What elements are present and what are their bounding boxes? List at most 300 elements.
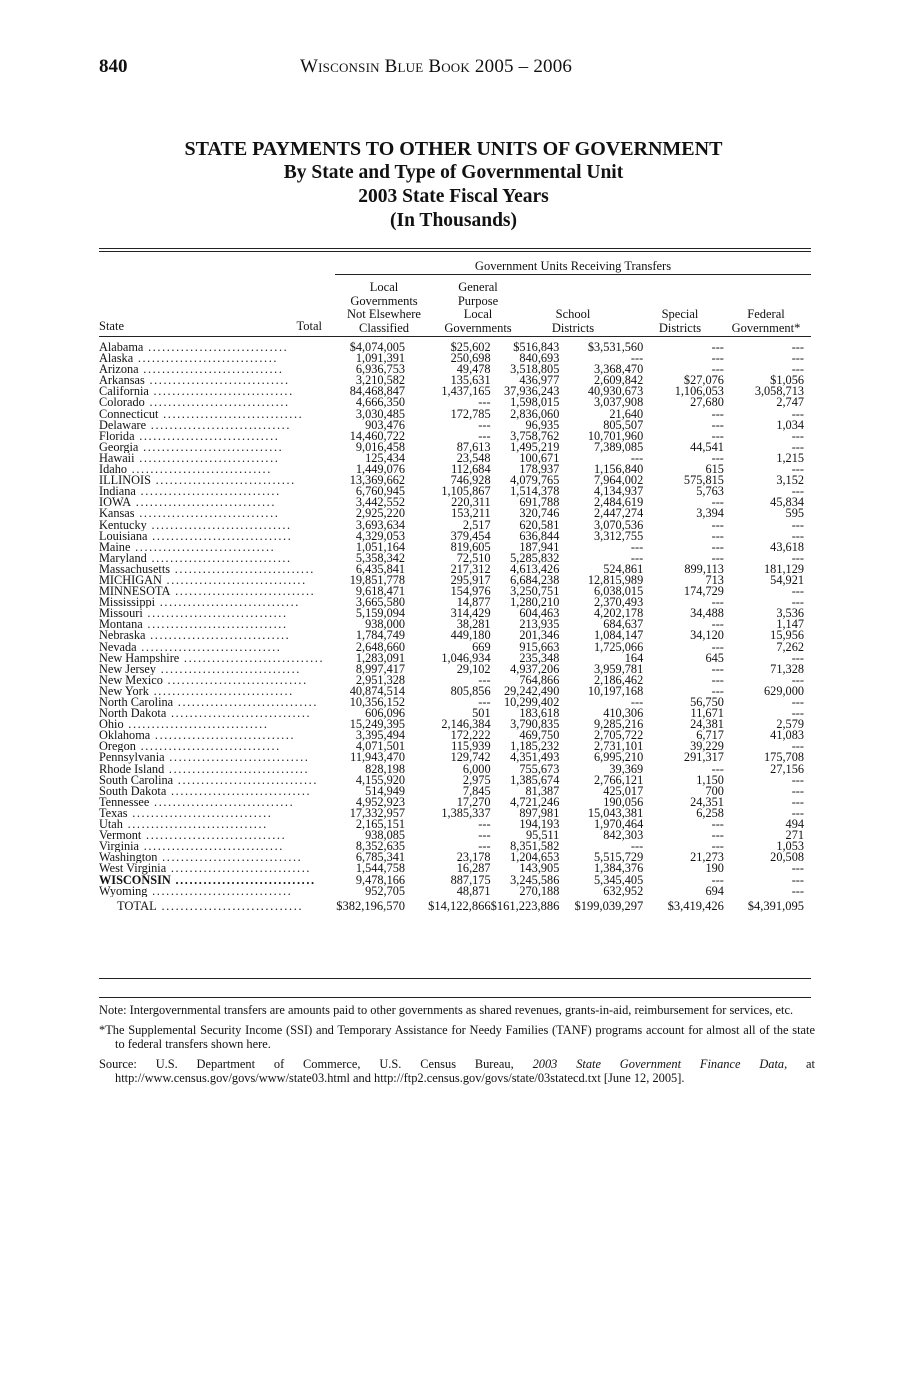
school-cell: 21,640 — [609, 406, 644, 421]
dot-leader: .............................. — [135, 741, 281, 753]
state-name: Indiana — [99, 486, 136, 498]
dot-leader: .............................. — [179, 652, 325, 664]
state-name-cell — [99, 564, 324, 575]
top-rule — [99, 248, 811, 249]
school-cell: --- — [630, 351, 644, 366]
local-cell: 87,613 — [456, 439, 491, 454]
dot-leader: .............................. — [158, 408, 304, 420]
state-name: Rhode Island — [99, 763, 165, 775]
special-cell: --- — [711, 661, 724, 676]
local-cell: 23,178 — [456, 850, 491, 865]
school-cell: 5,515,729 — [594, 850, 644, 865]
state-name: WISCONSIN — [99, 874, 171, 886]
school-cell: 3,368,470 — [594, 362, 644, 377]
school-cell: --- — [630, 550, 644, 565]
school-cell: 805,507 — [603, 417, 644, 432]
general-cell: 636,844 — [519, 528, 560, 543]
total-cell: 3,693,634 — [355, 517, 406, 532]
local-cell: 112,684 — [451, 462, 491, 477]
general-cell: 95,511 — [525, 828, 560, 843]
state-name-cell — [99, 863, 324, 874]
state-name: Nevada — [99, 641, 137, 653]
special-cell: --- — [711, 672, 724, 687]
general-cell: 915,663 — [519, 639, 560, 654]
total-cell: 10,356,152 — [349, 695, 406, 709]
total-cell: 938,085 — [365, 828, 406, 843]
local-cell: 805,856 — [450, 683, 491, 698]
federal-cell: 1,053 — [776, 839, 804, 854]
dot-leader: .............................. — [122, 819, 268, 831]
general-cell: 6,684,238 — [510, 572, 560, 587]
special-cell: 1,150 — [696, 772, 724, 787]
school-cell: $3,531,560 — [587, 340, 644, 354]
special-cell: --- — [711, 340, 724, 354]
local-cell: 379,454 — [450, 528, 491, 543]
state-name: Maine — [99, 541, 131, 553]
general-cell: 2,836,060 — [510, 406, 560, 421]
federal-cell: --- — [791, 783, 804, 798]
state-name-cell — [99, 630, 324, 641]
school-cell: 10,197,168 — [587, 683, 644, 698]
school-cell: 2,447,274 — [594, 506, 644, 521]
total-cell: 1,091,391 — [355, 351, 406, 366]
general-cell: 620,581 — [519, 517, 560, 532]
state-name-cell — [99, 531, 324, 542]
dot-leader: .............................. — [144, 397, 290, 409]
special-cell: --- — [711, 539, 724, 554]
federal-cell: 629,000 — [764, 683, 804, 698]
state-name: Tennessee — [99, 796, 150, 808]
total-cell: 84,468,847 — [349, 384, 406, 399]
total-cell: 903,476 — [365, 417, 406, 432]
school-cell: 12,815,989 — [587, 572, 644, 587]
dot-leader: .............................. — [127, 464, 272, 476]
federal-cell: --- — [791, 595, 804, 610]
local-cell: 314,429 — [450, 606, 491, 621]
total-cell: $382,196,570 — [336, 898, 406, 913]
dot-leader: .............................. — [134, 508, 280, 520]
local-cell: 746,928 — [450, 473, 491, 488]
school-cell: 3,959,781 — [594, 661, 644, 676]
table-row — [99, 830, 811, 841]
state-name-cell — [99, 397, 324, 408]
source-text: Source: U.S. Department of Commerce, U.S. Census Bureau, 2003 State Government Finance Data, at http://www.census.gov/govs/www/state03.html and http://ftp2.census.gov/govs/state/03statecd.txt [June 12, 2005]. — [99, 1057, 816, 1085]
school-cell: 1,156,840 — [594, 462, 644, 477]
general-cell: 29,242,490 — [504, 683, 560, 698]
federal-cell: 43,618 — [770, 539, 804, 554]
total-cell: 6,760,945 — [355, 484, 406, 499]
dot-leader: .............................. — [138, 364, 284, 376]
school-cell: 15,043,381 — [587, 805, 644, 820]
special-cell: 27,680 — [690, 395, 724, 410]
special-cell: 190 — [705, 861, 724, 876]
total-cell: 2,951,328 — [355, 672, 406, 687]
state-name: Nebraska — [99, 630, 146, 642]
school-cell: 2,609,842 — [594, 373, 644, 388]
total-cell: 3,442,552 — [355, 495, 406, 510]
general-cell: 1,185,232 — [510, 739, 560, 754]
state-name-cell — [99, 764, 324, 775]
school-cell: 7,389,085 — [594, 439, 644, 454]
total-row — [99, 897, 811, 912]
general-cell: 4,937,206 — [510, 661, 560, 676]
federal-cell: --- — [791, 484, 804, 499]
school-cell: 39,369 — [609, 761, 644, 776]
local-cell: --- — [478, 695, 491, 709]
special-cell: $3,419,426 — [667, 898, 724, 913]
total-cell: 952,705 — [365, 883, 406, 898]
state-name: New Mexico — [99, 674, 163, 686]
state-name-cell — [99, 741, 324, 752]
state-name: Colorado — [99, 397, 145, 409]
local-cell: 819,605 — [450, 539, 491, 554]
federal-cell: 494 — [785, 817, 804, 832]
total-cell: 3,030,485 — [355, 406, 406, 421]
local-cell: 501 — [472, 706, 491, 721]
federal-cell: --- — [791, 351, 804, 366]
state-name: Connecticut — [99, 408, 159, 420]
dot-leader: .............................. — [173, 697, 319, 709]
local-cell: 115,939 — [451, 739, 491, 754]
state-name: Massachusetts — [99, 563, 171, 575]
table-row — [99, 886, 811, 897]
special-cell: --- — [711, 495, 724, 510]
state-name-cell — [99, 597, 324, 608]
state-name: Washington — [99, 852, 158, 864]
school-cell: 2,484,619 — [594, 495, 644, 510]
dot-leader: .............................. — [147, 885, 293, 897]
state-name: South Carolina — [99, 774, 174, 786]
state-name: Missouri — [99, 608, 143, 620]
state-name: North Dakota — [99, 708, 167, 720]
state-name-cell — [99, 542, 324, 553]
table-row — [99, 775, 811, 786]
dot-leader: .............................. — [136, 641, 282, 653]
special-cell: 24,351 — [690, 794, 724, 809]
federal-cell: --- — [791, 428, 804, 443]
dot-leader: .............................. — [173, 774, 319, 786]
school-cell: 2,705,722 — [594, 728, 644, 743]
total-cell: 8,352,635 — [355, 839, 406, 854]
state-name: West Virginia — [99, 863, 167, 875]
total-cell: 2,165,151 — [355, 817, 406, 832]
local-cell: 1,105,867 — [441, 484, 491, 499]
general-cell: 187,941 — [519, 539, 560, 554]
special-cell: 56,750 — [690, 695, 724, 709]
state-name-cell — [99, 786, 324, 797]
running-title: Wisconsin Blue Book 2005 – 2006 — [300, 56, 573, 77]
school-cell: 9,285,216 — [594, 717, 644, 732]
special-cell: 6,717 — [696, 728, 724, 743]
local-cell: 669 — [472, 639, 491, 654]
federal-cell: 181,129 — [764, 561, 804, 576]
federal-cell: 45,834 — [770, 495, 804, 510]
federal-cell: 1,147 — [776, 617, 804, 632]
local-cell: --- — [478, 428, 491, 443]
general-cell: 1,514,378 — [510, 484, 560, 499]
total-cell: 4,329,053 — [355, 528, 406, 543]
state-name-cell — [99, 653, 324, 664]
special-cell: --- — [711, 362, 724, 377]
dot-leader: .............................. — [157, 852, 303, 864]
local-cell: 49,478 — [456, 362, 491, 377]
bottom-rule — [99, 997, 811, 998]
special-cell: --- — [711, 817, 724, 832]
state-name-cell — [99, 442, 324, 453]
dot-leader: .............................. — [170, 874, 316, 886]
dot-leader: .............................. — [166, 863, 312, 875]
state-name-cell — [99, 364, 324, 375]
total-cell: 17,332,957 — [349, 805, 406, 820]
state-name-cell — [99, 897, 324, 912]
state-name: Kentucky — [99, 519, 147, 531]
dot-leader: .............................. — [135, 486, 281, 498]
state-name: TOTAL — [117, 898, 157, 912]
state-name-cell — [99, 520, 324, 531]
federal-cell: --- — [791, 706, 804, 721]
state-name-cell — [99, 708, 324, 719]
school-cell: 1,384,376 — [594, 861, 644, 876]
state-name-cell — [99, 675, 324, 686]
general-cell: 1,280,210 — [510, 595, 560, 610]
special-cell: 5,763 — [696, 484, 724, 499]
state-name-cell — [99, 886, 324, 897]
general-cell: 3,250,751 — [510, 584, 560, 599]
local-cell: 2,975 — [462, 772, 491, 787]
special-cell: 291,317 — [683, 750, 724, 765]
local-cell: --- — [478, 672, 491, 687]
table-row — [99, 630, 811, 641]
general-cell: 3,758,762 — [510, 428, 560, 443]
local-cell: $25,602 — [450, 340, 491, 354]
special-cell: 34,120 — [690, 628, 724, 643]
total-cell: 11,943,470 — [350, 750, 406, 765]
dot-leader: .............................. — [146, 519, 292, 531]
federal-cell: --- — [791, 672, 804, 687]
state-name-cell — [99, 508, 324, 519]
school-cell: 1,970,464 — [594, 817, 644, 832]
school-cell: $199,039,297 — [574, 898, 644, 913]
federal-cell: 71,328 — [770, 661, 804, 676]
dot-leader: .............................. — [147, 530, 293, 542]
table-row — [99, 586, 811, 597]
special-cell: --- — [711, 528, 724, 543]
school-cell: 4,202,178 — [594, 606, 644, 621]
federal-cell: 41,083 — [770, 728, 804, 743]
school-cell: 10,701,960 — [587, 428, 644, 443]
local-cell: 250,698 — [450, 351, 491, 366]
local-cell: 129,742 — [450, 750, 491, 765]
dot-leader: .............................. — [164, 763, 310, 775]
local-cell: --- — [478, 828, 491, 843]
state-name-cell — [99, 819, 324, 830]
total-cell: 40,874,514 — [349, 683, 406, 698]
state-name-cell — [99, 420, 324, 431]
general-cell: 3,790,835 — [510, 717, 560, 732]
local-cell: 1,385,337 — [441, 805, 491, 820]
state-name: Virginia — [99, 841, 140, 853]
special-cell: --- — [711, 872, 724, 887]
school-cell: 6,038,015 — [594, 584, 644, 599]
state-name: ILLINOIS — [99, 475, 151, 487]
state-name-cell — [99, 797, 324, 808]
total-cell: 6,785,341 — [355, 850, 406, 865]
table-row — [99, 442, 811, 453]
state-name: Alaska — [99, 353, 134, 365]
school-cell: 5,345,405 — [594, 872, 644, 887]
dot-leader: .............................. — [139, 841, 284, 853]
local-cell: --- — [478, 839, 491, 854]
school-cell: 4,134,937 — [594, 484, 644, 499]
federal-cell: --- — [791, 739, 804, 754]
table-row — [99, 353, 811, 364]
state-name: Vermont — [99, 830, 142, 842]
dot-leader: .............................. — [145, 630, 291, 642]
federal-cell: 20,508 — [770, 850, 804, 865]
col-head-total: Total — [296, 319, 322, 333]
local-cell: 38,281 — [456, 617, 491, 632]
school-cell: --- — [630, 695, 644, 709]
header-bottom-rule — [99, 336, 811, 337]
state-name-cell — [99, 453, 324, 464]
table-year: 2003 State Fiscal Years — [358, 186, 549, 207]
federal-cell: $4,391,095 — [747, 898, 804, 913]
local-cell: 2,517 — [462, 517, 491, 532]
special-cell: --- — [711, 517, 724, 532]
local-cell: 1,046,934 — [441, 650, 491, 665]
table-units: (In Thousands) — [389, 210, 517, 231]
general-cell: 10,299,402 — [504, 695, 560, 709]
state-name: Kansas — [99, 508, 135, 520]
dot-leader: .............................. — [148, 386, 294, 398]
local-cell: 7,845 — [462, 783, 491, 798]
title-block — [0, 137, 907, 233]
federal-cell: 2,579 — [776, 717, 804, 732]
dot-leader: .............................. — [143, 342, 289, 354]
federal-cell: 3,058,713 — [754, 384, 804, 399]
total-cell: 9,618,471 — [355, 584, 406, 599]
table-row — [99, 852, 811, 863]
total-cell: 3,395,494 — [355, 728, 406, 743]
dot-leader: .............................. — [166, 785, 312, 797]
federal-cell: --- — [791, 528, 804, 543]
dot-leader: .............................. — [123, 719, 269, 731]
general-cell: 213,935 — [519, 617, 560, 632]
state-name: New York — [99, 685, 149, 697]
state-name-cell — [99, 464, 324, 475]
total-cell: 3,665,580 — [355, 595, 406, 610]
table-row — [99, 608, 811, 619]
school-cell: 524,861 — [603, 561, 644, 576]
state-name: New Jersey — [99, 663, 157, 675]
state-name-cell — [99, 808, 324, 819]
school-cell: 7,964,002 — [594, 473, 644, 488]
dot-leader: .............................. — [162, 674, 308, 686]
general-cell: 143,905 — [519, 861, 560, 876]
state-name: Hawaii — [99, 452, 135, 465]
total-cell: 606,096 — [365, 706, 406, 721]
special-cell: 694 — [705, 883, 724, 898]
table-row — [99, 819, 811, 830]
general-cell: 840,693 — [519, 351, 560, 366]
state-name: IOWA — [99, 497, 132, 509]
federal-cell: --- — [791, 340, 804, 354]
special-cell: --- — [711, 839, 724, 854]
state-name-cell — [99, 841, 324, 852]
state-name-cell — [99, 353, 324, 364]
state-name: Arkansas — [99, 375, 145, 387]
school-cell: 3,070,536 — [594, 517, 644, 532]
special-cell: 713 — [705, 572, 724, 587]
local-cell: 72,510 — [456, 550, 491, 565]
state-name: Maryland — [99, 552, 147, 564]
dot-leader: .............................. — [148, 685, 294, 697]
general-cell: 4,721,246 — [510, 794, 560, 809]
special-cell: 44,541 — [690, 439, 724, 454]
local-cell: 172,222 — [450, 728, 491, 743]
general-cell: 1,598,015 — [510, 395, 560, 410]
general-cell: $516,843 — [513, 340, 560, 354]
federal-cell: $1,056 — [770, 373, 804, 388]
special-cell: 615 — [705, 462, 724, 477]
total-cell: 1,283,091 — [355, 650, 406, 665]
state-name: North Carolina — [99, 697, 174, 709]
federal-cell: 1,215 — [776, 450, 804, 465]
state-name-cell — [99, 431, 324, 442]
total-cell: 2,648,660 — [355, 639, 406, 654]
general-cell: 183,618 — [519, 706, 560, 721]
special-cell: 24,381 — [690, 717, 724, 732]
general-cell: 96,935 — [525, 417, 560, 432]
special-cell: --- — [711, 428, 724, 443]
general-cell: 1,204,653 — [510, 850, 560, 865]
state-name: Wyoming — [99, 885, 148, 897]
general-cell: 3,518,805 — [510, 362, 560, 377]
general-cell: 4,351,493 — [510, 750, 560, 765]
dot-leader: .............................. — [144, 375, 290, 387]
dot-leader: .............................. — [156, 898, 304, 912]
general-cell: 469,750 — [519, 728, 560, 743]
col-head-school: School Districts — [551, 307, 595, 335]
general-cell: 81,387 — [525, 783, 560, 798]
state-name: Alabama — [99, 342, 144, 354]
state-name: South Dakota — [99, 785, 167, 797]
local-cell: 14,877 — [456, 595, 491, 610]
school-cell: 1,084,147 — [594, 628, 644, 643]
federal-cell: 2,747 — [776, 395, 804, 410]
school-cell: 190,056 — [603, 794, 644, 809]
state-name: New Hampshire — [99, 652, 180, 664]
school-cell: 3,312,755 — [594, 528, 644, 543]
local-cell: --- — [478, 817, 491, 832]
federal-cell: 27,156 — [770, 761, 804, 776]
total-cell: 6,435,841 — [355, 561, 406, 576]
total-cell: 9,016,458 — [355, 439, 406, 454]
state-name: Montana — [99, 619, 143, 631]
special-cell: --- — [711, 351, 724, 366]
federal-cell: --- — [791, 584, 804, 599]
state-name-cell — [99, 686, 324, 697]
group-header: Government Units Receiving Transfers — [474, 259, 672, 273]
note-text: Note: Intergovernmental transfers are amounts paid to other governments as shared revenues, grants-in-aid, reimbursement for services, etc. — [99, 1003, 794, 1017]
col-head-state: State — [99, 319, 124, 333]
general-cell: 5,285,832 — [510, 550, 560, 565]
local-cell: 6,000 — [462, 761, 491, 776]
dot-leader: .............................. — [146, 419, 292, 431]
dot-leader: .............................. — [131, 497, 277, 509]
total-cell: 9,478,166 — [355, 872, 406, 887]
federal-cell: 1,034 — [776, 417, 804, 432]
